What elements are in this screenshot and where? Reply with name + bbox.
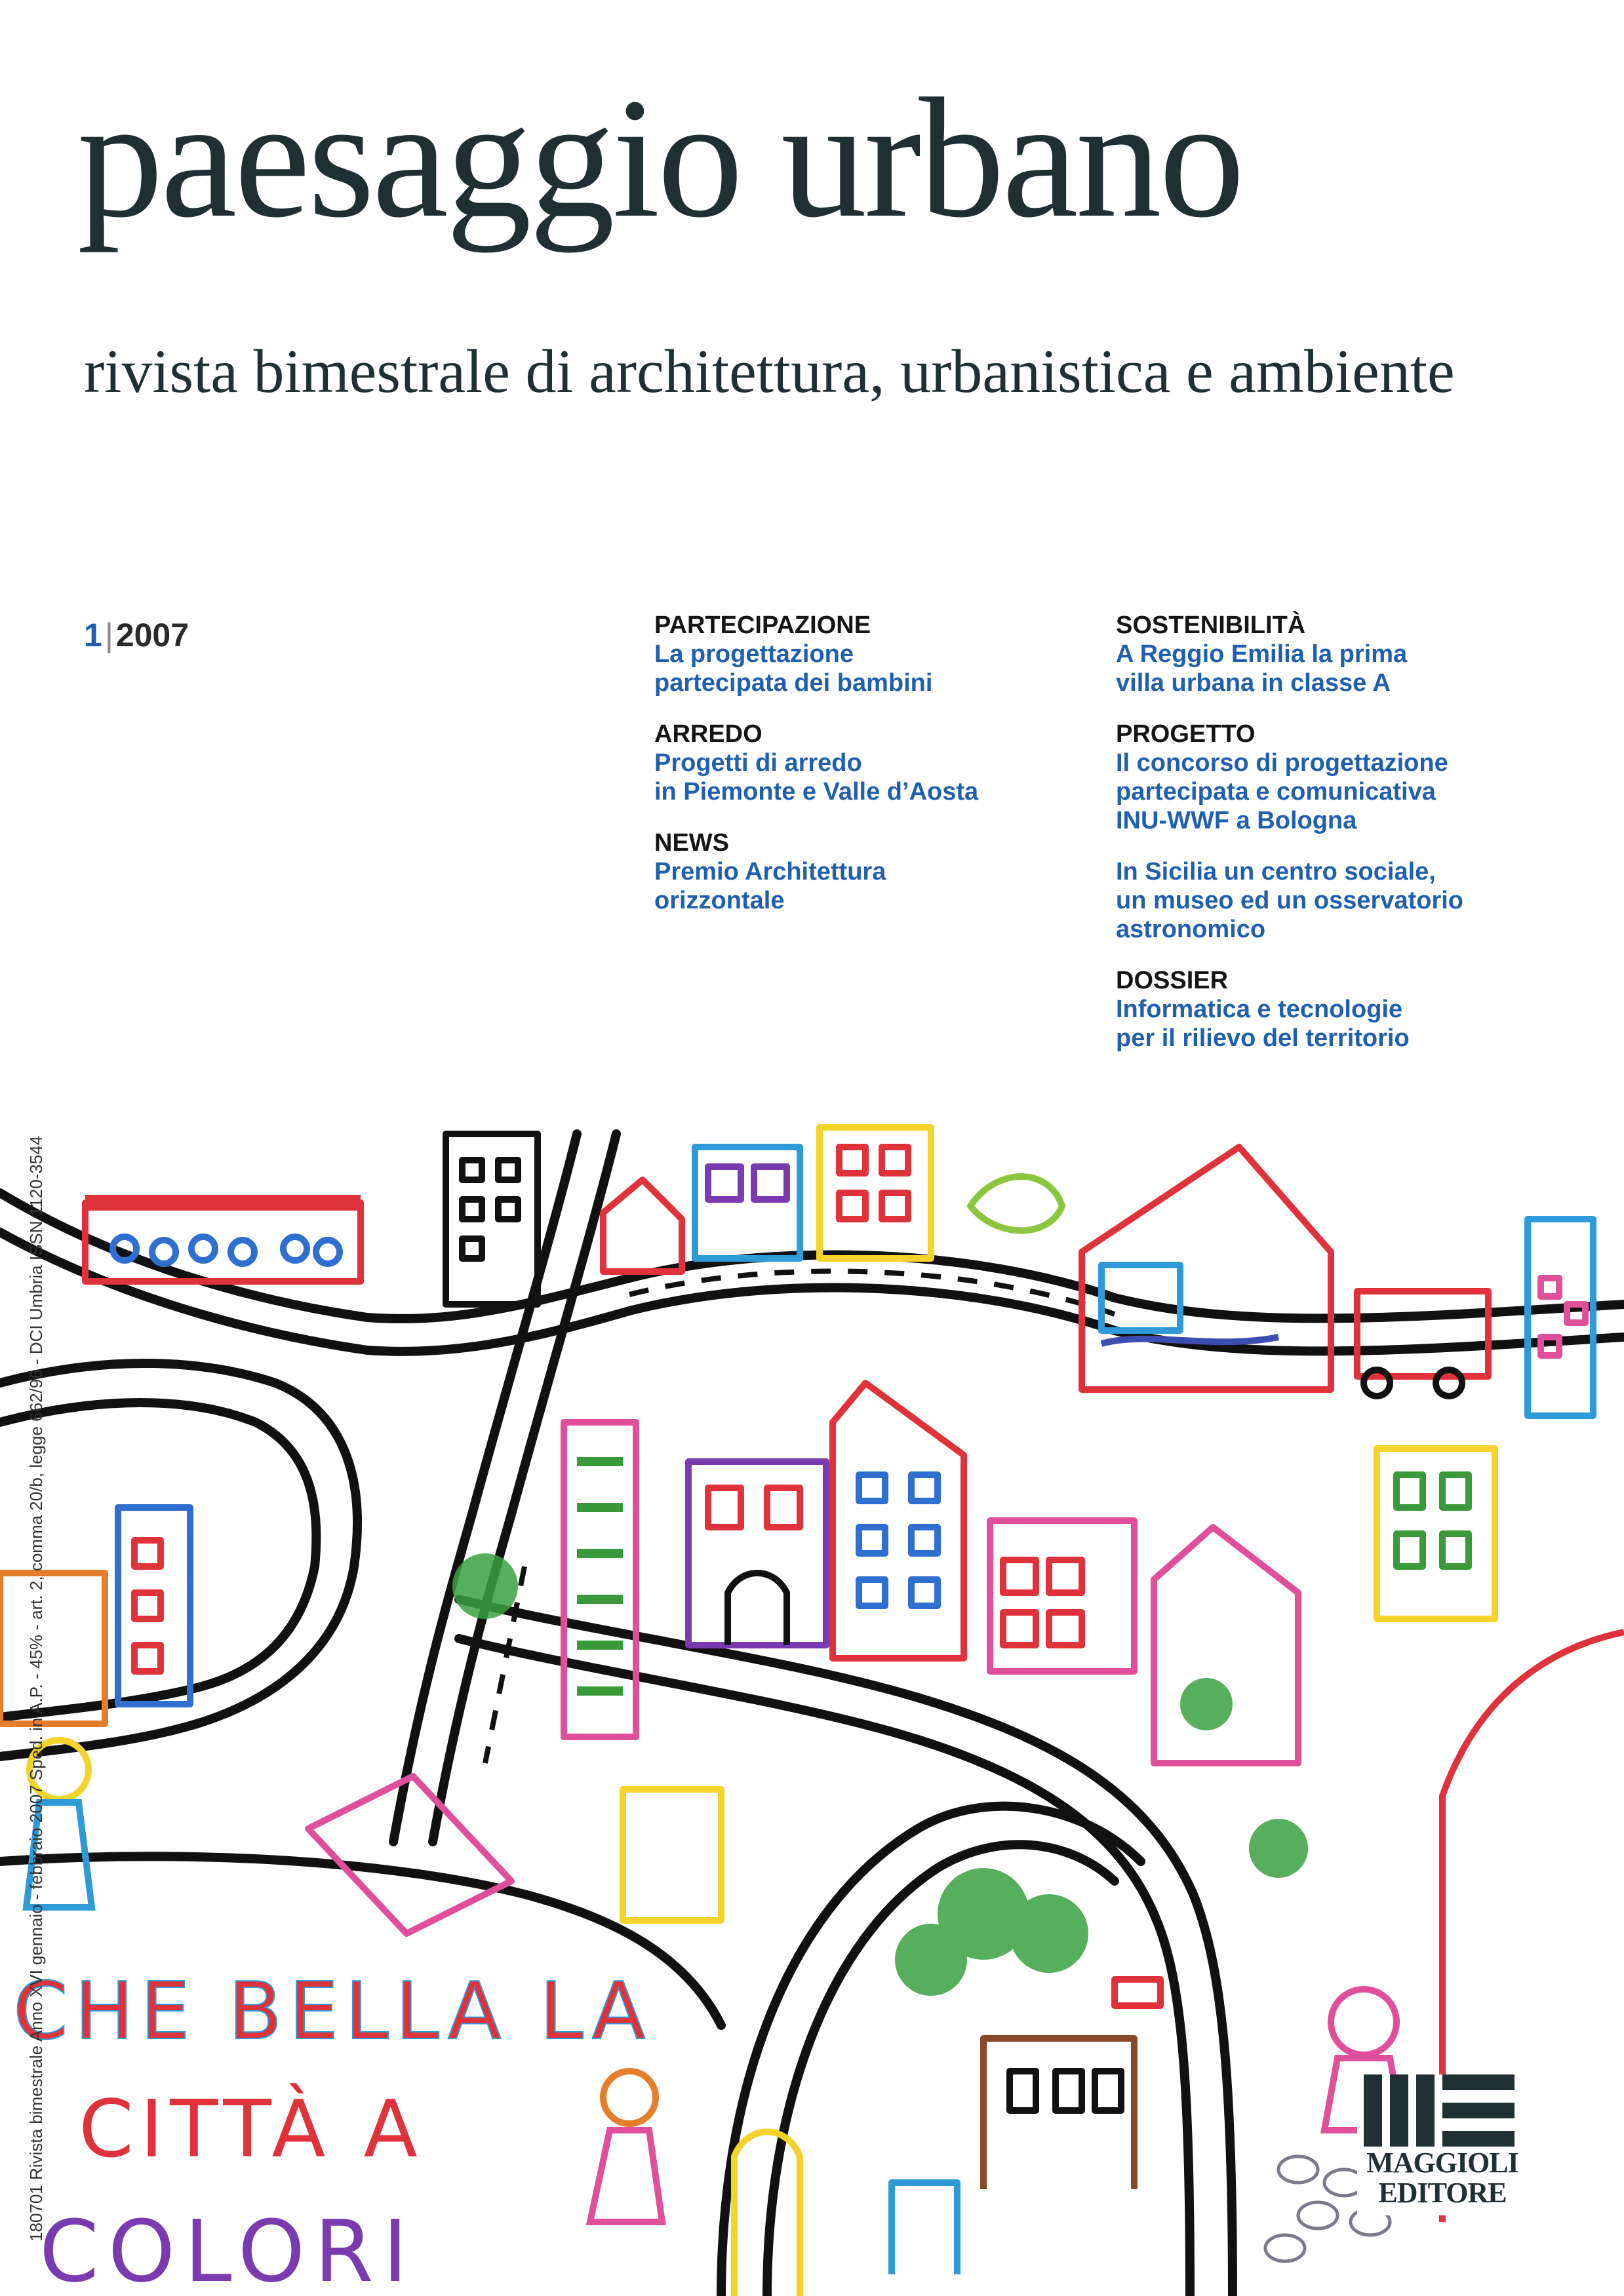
drawing-line-3: COLORI — [39, 2202, 417, 2296]
toc-entry — [1116, 611, 1614, 697]
publisher-logo — [1357, 2074, 1528, 2215]
toc-heading: PROGETTO — [1116, 720, 1256, 748]
issue-separator: | — [104, 617, 113, 653]
publisher-name-line2: EDITORE — [1378, 2177, 1507, 2209]
toc-title: Informatica e tecnologie per il rilievo del territorio — [1116, 996, 1410, 1052]
toc-heading: NEWS — [654, 829, 729, 857]
issue-number — [84, 616, 189, 654]
drawing-line-1: CHE BELLA LA — [13, 1966, 652, 2057]
publisher-name-line1: MAGGIOLI — [1366, 2147, 1518, 2179]
toc-title: La progettazione partecipata dei bambini — [654, 640, 933, 697]
contents-column-left — [654, 611, 1113, 937]
toc-entry — [1116, 720, 1614, 835]
toc-title: Il concorso di progettazione partecipata e comunicativa INU-WWF a Bologna — [1116, 749, 1448, 834]
publisher-mark-icon — [1364, 2074, 1515, 2147]
toc-entry — [654, 828, 1113, 915]
toc-heading: SOSTENIBILITÀ — [1116, 612, 1306, 639]
spine-legal-text: 180701 Rivista bimestrale Anno XVI gennaio - febbraio 2007 Sped. in A.P. - 45% - art. 2, comma 20/b, legge 662/96 - DCI Umbria ISSN 1120-3544 — [26, 1135, 46, 2242]
toc-title: Premio Architettura orizzontale — [654, 858, 886, 914]
toc-entry — [1116, 857, 1614, 944]
toc-heading: DOSSIER — [1116, 967, 1229, 994]
toc-entry — [654, 611, 1113, 697]
toc-heading: ARREDO — [654, 720, 762, 748]
toc-title: A Reggio Emilia la prima villa urbana in classe A — [1116, 640, 1408, 697]
magazine-subtitle: rivista bimestrale di architettura, urbanistica e ambiente — [84, 338, 1455, 406]
issue-year: 2007 — [115, 617, 189, 653]
magazine-title: paesaggio urbano — [77, 63, 1242, 253]
toc-heading: PARTECIPAZIONE — [654, 612, 871, 639]
drawing-line-2: CITTÀ A — [79, 2084, 424, 2175]
toc-title: Progetti di arredo in Piemonte e Valle d’Aosta — [654, 749, 979, 806]
toc-entry — [1116, 966, 1614, 1053]
contents-column-right — [1116, 611, 1614, 1075]
toc-entry — [654, 720, 1113, 806]
issue-num: 1 — [84, 617, 102, 653]
toc-title: In Sicilia un centro sociale, un museo ed un osservatorio astronomico — [1116, 858, 1463, 943]
